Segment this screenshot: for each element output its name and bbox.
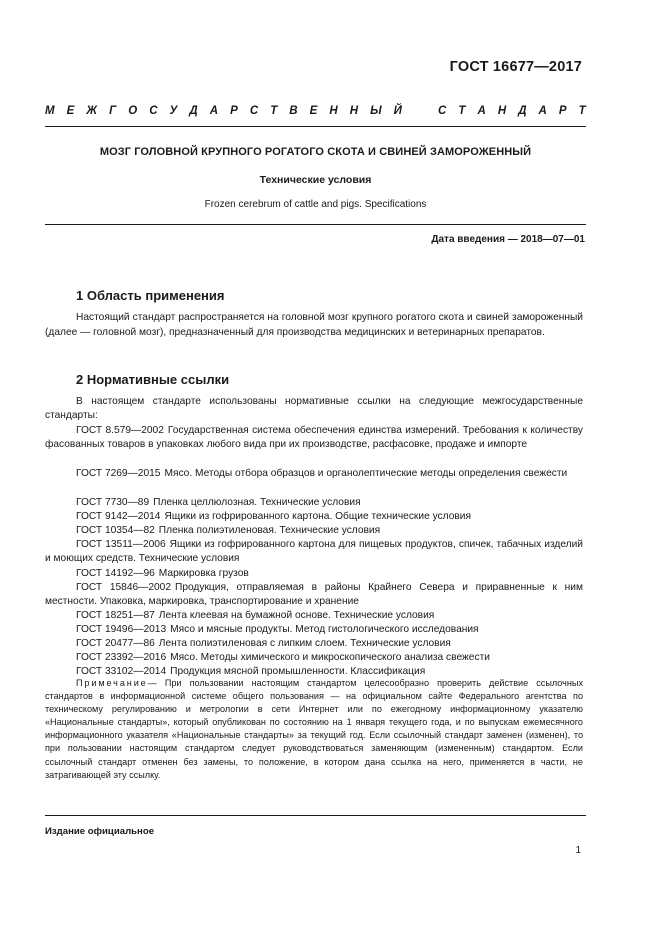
section-2-heading: 2 Нормативные ссылки: [76, 372, 230, 387]
banner-letter: С: [149, 105, 158, 117]
reference-code: ГОСТ 19496—2013: [76, 624, 167, 635]
reference-title: Ящики из гофрированного картона. Общие технические условия: [164, 511, 471, 522]
reference-code: ГОСТ 20477—86: [76, 638, 155, 649]
reference-item: [45, 524, 583, 538]
banner-letter: Р: [558, 105, 567, 117]
banner-letter: Д: [518, 105, 527, 117]
reference-code: ГОСТ 23392—2016: [76, 652, 167, 663]
reference-title: Продукция мясной промышленности. Классификация: [170, 666, 426, 677]
reference-code: ГОСТ 14192—96: [76, 568, 155, 579]
banner-letter: А: [538, 105, 547, 117]
reference-item: [45, 637, 583, 651]
footer-divider: [45, 815, 586, 816]
reference-title: Лента полиэтиленовая с липким слоем. Технические условия: [158, 638, 451, 649]
english-title: Frozen cerebrum of cattle and pigs. Specifications: [204, 199, 427, 210]
title-divider: [45, 224, 586, 225]
reference-item: [45, 581, 583, 609]
interstate-standard-banner: [45, 105, 586, 117]
banner-letter: Н: [497, 105, 507, 117]
reference-code: ГОСТ 9142—2014: [76, 511, 161, 522]
banner-letter: А: [477, 105, 486, 117]
reference-item: [45, 623, 583, 637]
reference-item: [45, 609, 583, 623]
banner-letter: Р: [230, 105, 238, 117]
reference-code: ГОСТ 18251—87: [76, 610, 155, 621]
banner-letter: У: [169, 105, 178, 117]
document-subtitle: Технические условия: [259, 174, 372, 186]
reference-title: Лента клеевая на бумажной основе. Технические условия: [158, 610, 435, 621]
reference-code: ГОСТ 7730—89: [76, 497, 150, 508]
reference-item: [45, 496, 583, 510]
banner-letter: Й: [393, 105, 402, 117]
banner-letter: Ж: [86, 105, 98, 117]
section-1-text: [45, 310, 583, 340]
reference-item: [45, 651, 583, 665]
reference-title: Мясо. Методы химического и микроскопического анализа свежести: [170, 652, 490, 663]
section-1-paragraph: Настоящий стандарт распространяется на головной мозг крупного рогатого скота и свиней замороженный (далее — головной мозг), предназначенный для производства медицинских и ветеринарных препаратов.: [45, 312, 583, 339]
note-text: — При пользовании настоящим стандартом целесообразно проверить действие ссылочных стандартов в информационной системе общего пользования — на официальном сайте Федерального агентства по техническому регулированию и метрологии в сети Интернет или по ежегодному информационному указателю «Национальные стандарты», который опубликован по состоянию на 1 января текущего года, и по выпускам ежемесячного информационного указателя «Национальные стандарты» за текущий год. Если ссылочный стандарт заменен (изменен), то при пользовании настоящим стандартом следует руководствоваться заменяющим (измененным) стандартом. Если ссылочный стандарт отменен без замены, то положение, в котором дана ссылка на него, применяется в части, не затрагивающей эту ссылку.: [45, 678, 583, 780]
reference-code: ГОСТ 15846—2002: [76, 582, 171, 593]
section-2-intro: [45, 395, 583, 423]
reference-title: Пленка полиэтиленовая. Технические условия: [158, 525, 381, 536]
reference-title: Мясо и мясные продукты. Метод гистологического исследования: [170, 624, 479, 635]
banner-letter: М: [45, 105, 55, 117]
banner-letter: Е: [66, 105, 75, 117]
reference-title: Мясо. Методы отбора образцов и органолептические методы определения свежести: [164, 468, 568, 479]
page-number: 1: [575, 845, 581, 856]
banner-letter: Е: [309, 105, 318, 117]
banner-letter: Н: [349, 105, 359, 117]
banner-letter: Н: [329, 105, 338, 117]
reference-code: ГОСТ 8.579—2002: [76, 425, 164, 436]
document-title: МОЗГ ГОЛОВНОЙ КРУПНОГО РОГАТОГО СКОТА И СВИНЕЙ ЗАМОРОЖЕННЫЙ: [99, 146, 532, 158]
note-label: Примечание: [76, 678, 148, 688]
banner-letter: Ы: [370, 105, 382, 117]
section-1-heading: 1 Область применения: [76, 288, 225, 303]
reference-title: Продукция, отправляемая в районы Крайнего Севера и приравненные к ним местности. Упаковка, маркировка, транспортирование и хранение: [45, 582, 583, 608]
banner-letter: Т: [270, 105, 278, 117]
header-divider: [45, 126, 586, 127]
reference-title: Пленка целлюлозная. Технические условия: [153, 497, 361, 508]
reference-item: [45, 567, 583, 581]
introduction-date: Дата введения — 2018—07—01: [431, 234, 585, 245]
banner-letter: В: [289, 105, 298, 117]
note: [45, 677, 583, 782]
banner-letter: Т: [578, 105, 586, 117]
reference-code: ГОСТ 13511—2006: [76, 539, 166, 550]
reference-code: ГОСТ 33102—2014: [76, 666, 167, 677]
banner-letter: Г: [109, 105, 117, 117]
section-2-intro-text: В настоящем стандарте использованы нормативные ссылки на следующие межгосударственные стандарты:: [45, 396, 583, 422]
banner-letter: Т: [458, 105, 466, 117]
official-edition-label: Издание официальное: [45, 826, 155, 837]
reference-item: [45, 510, 583, 524]
reference-item: [45, 538, 583, 566]
banner-letter: О: [128, 105, 138, 117]
reference-title: Маркировка грузов: [158, 568, 249, 579]
reference-title: Ящики из гофрированного картона для пищевых продуктов, спичек, табачных изделий и моющих средств. Технические условия: [45, 539, 583, 565]
reference-code: ГОСТ 10354—82: [76, 525, 155, 536]
standard-number: ГОСТ 16677—2017: [449, 59, 582, 75]
reference-item: [45, 467, 583, 481]
banner-letter: Д: [189, 105, 198, 117]
reference-code: ГОСТ 7269—2015: [76, 468, 161, 479]
banner-letter: С: [438, 105, 447, 117]
reference-item: [45, 424, 583, 452]
reference-title: Государственная система обеспечения единства измерений. Требования к количеству фасованных товаров в упаковках любого вида при их производстве, расфасовке, продаже и импорте: [45, 425, 583, 451]
banner-letter: А: [209, 105, 219, 117]
banner-letter: С: [249, 105, 259, 117]
